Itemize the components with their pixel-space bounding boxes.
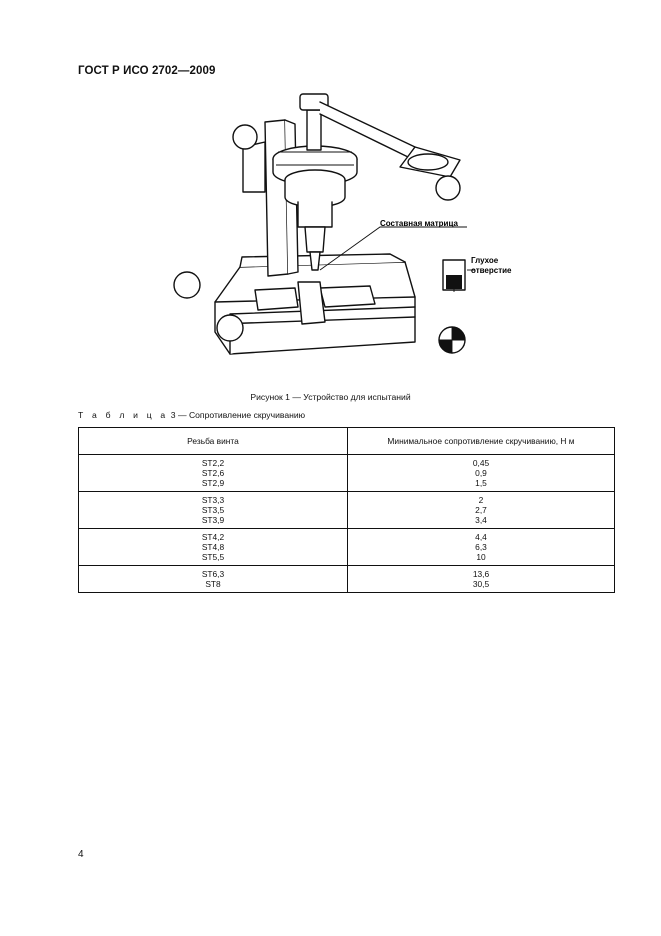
page-number: 4 — [78, 849, 84, 860]
cell-thread: ST4,2 — [79, 529, 348, 543]
table-row — [79, 478, 615, 492]
table-row — [79, 492, 615, 506]
header-min-torque: Минимальное сопротивление скручиванию, Н м — [348, 428, 615, 455]
cell-torque: 10 — [348, 552, 615, 566]
cell-thread: ST8 — [79, 579, 348, 593]
table-caption — [78, 410, 305, 420]
table-caption-title: 3 — Сопротивление скручиванию — [168, 410, 306, 420]
cell-torque: 2,7 — [348, 505, 615, 515]
test-device-figure — [170, 92, 512, 382]
cell-thread: ST5,5 — [79, 552, 348, 566]
cell-torque: 3,4 — [348, 515, 615, 529]
figure-caption: Рисунок 1 — Устройство для испытаний — [250, 392, 411, 402]
table-row — [79, 552, 615, 566]
test-device-drawing — [170, 92, 512, 382]
header-thread: Резьба винта — [79, 428, 348, 455]
table-row — [79, 566, 615, 580]
cell-thread: ST3,5 — [79, 505, 348, 515]
table-header-row — [79, 428, 615, 455]
cell-torque: 13,6 — [348, 566, 615, 580]
cell-torque: 6,3 — [348, 542, 615, 552]
cell-thread: ST3,3 — [79, 492, 348, 506]
table-row — [79, 579, 615, 593]
cell-torque: 0,9 — [348, 468, 615, 478]
table-row — [79, 515, 615, 529]
table-row — [79, 542, 615, 552]
label-blind-hole-1: Глухое — [471, 256, 499, 265]
cell-torque: 2 — [348, 492, 615, 506]
cell-thread: ST4,8 — [79, 542, 348, 552]
cell-torque: 4,4 — [348, 529, 615, 543]
document-header: ГОСТ Р ИСО 2702—2009 — [78, 65, 216, 77]
cell-torque: 30,5 — [348, 579, 615, 593]
cell-torque: 0,45 — [348, 455, 615, 469]
cell-thread: ST2,6 — [79, 468, 348, 478]
cell-torque: 1,5 — [348, 478, 615, 492]
cell-thread: ST3,9 — [79, 515, 348, 529]
label-blind-hole-2: отверстие — [471, 266, 512, 275]
table-caption-prefix: Т а б л и ц а — [78, 410, 169, 420]
table-row — [79, 529, 615, 543]
cell-thread: ST6,3 — [79, 566, 348, 580]
cell-thread: ST2,2 — [79, 455, 348, 469]
torsional-strength-table — [78, 427, 615, 593]
table-row — [79, 455, 615, 469]
cell-thread: ST2,9 — [79, 478, 348, 492]
table-row — [79, 505, 615, 515]
table-row — [79, 468, 615, 478]
label-test-plate: Составная матрица — [380, 219, 458, 228]
